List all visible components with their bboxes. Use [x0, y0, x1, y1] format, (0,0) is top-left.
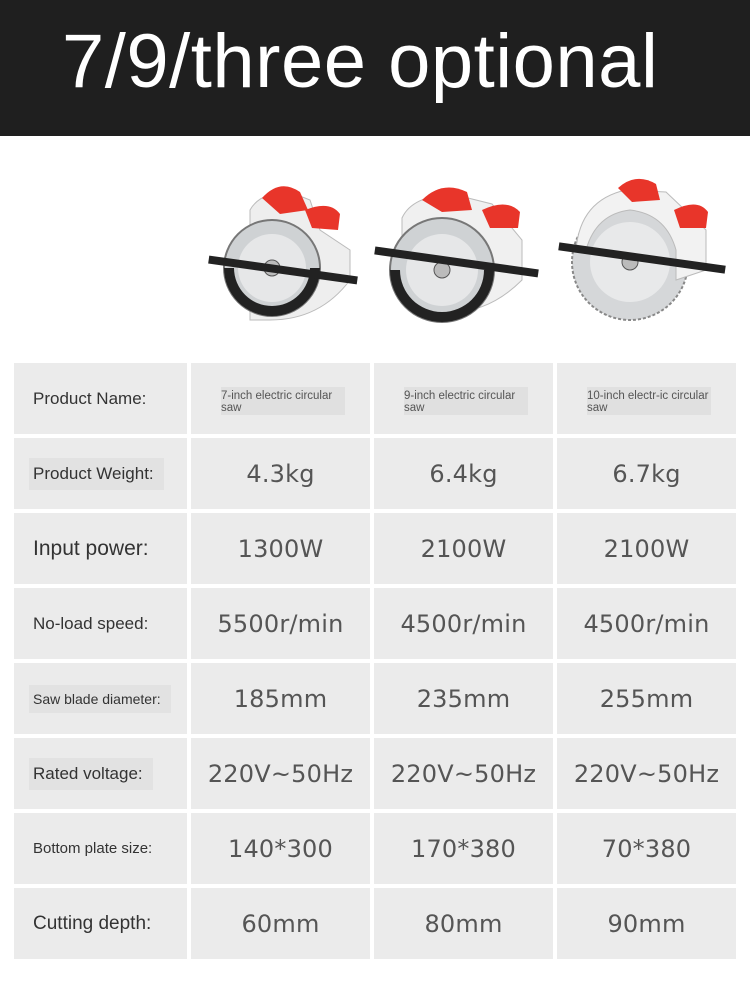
- label-product-weight: [14, 438, 187, 509]
- voltage-value: 220V~50Hz: [374, 738, 553, 809]
- label-input-power: Input power:: [14, 513, 187, 584]
- product-name-value: 10-inch electr-ic circular saw: [587, 387, 711, 415]
- speed-value: 5500r/min: [191, 588, 370, 659]
- label-product-name: Product Name:: [14, 363, 187, 434]
- product-name-value: 9-inch electric circular saw: [404, 387, 528, 415]
- banner-title: 7/9/three optional: [62, 19, 659, 104]
- label-bottom-plate-size: Bottom plate size:: [14, 813, 187, 884]
- depth-value: 80mm: [374, 888, 553, 959]
- label-rated-voltage: [14, 738, 187, 809]
- plate-value: 70*380: [557, 813, 736, 884]
- blade-value: 185mm: [191, 663, 370, 734]
- label-text: Rated voltage:: [29, 758, 153, 790]
- product-name-value: 7-inch electric circular saw: [221, 387, 345, 415]
- product-name-cell: [557, 363, 736, 434]
- power-value: 1300W: [191, 513, 370, 584]
- label-no-load-speed: No-load speed:: [14, 588, 187, 659]
- speed-value: 4500r/min: [557, 588, 736, 659]
- label-blade-diameter: [14, 663, 187, 734]
- plate-value: 140*300: [191, 813, 370, 884]
- product-name-cell: [191, 363, 370, 434]
- power-value: 2100W: [374, 513, 553, 584]
- circular-saw-7inch-icon: [200, 170, 370, 340]
- circular-saw-10inch-icon: [556, 170, 726, 340]
- power-value: 2100W: [557, 513, 736, 584]
- speed-value: 4500r/min: [374, 588, 553, 659]
- circular-saw-9inch-icon: [372, 170, 542, 340]
- plate-value: 170*380: [374, 813, 553, 884]
- product-name-cell: [374, 363, 553, 434]
- blade-value: 255mm: [557, 663, 736, 734]
- label-cutting-depth: Cutting depth:: [14, 888, 187, 959]
- product-images: [0, 170, 750, 340]
- header-banner: [0, 0, 750, 136]
- label-text: Product Weight:: [29, 458, 164, 490]
- depth-value: 60mm: [191, 888, 370, 959]
- label-text: Saw blade diameter:: [29, 685, 171, 713]
- weight-value: 6.7kg: [557, 438, 736, 509]
- weight-value: 6.4kg: [374, 438, 553, 509]
- weight-value: 4.3kg: [191, 438, 370, 509]
- voltage-value: 220V~50Hz: [191, 738, 370, 809]
- depth-value: 90mm: [557, 888, 736, 959]
- voltage-value: 220V~50Hz: [557, 738, 736, 809]
- blade-value: 235mm: [374, 663, 553, 734]
- spec-table: [14, 363, 734, 959]
